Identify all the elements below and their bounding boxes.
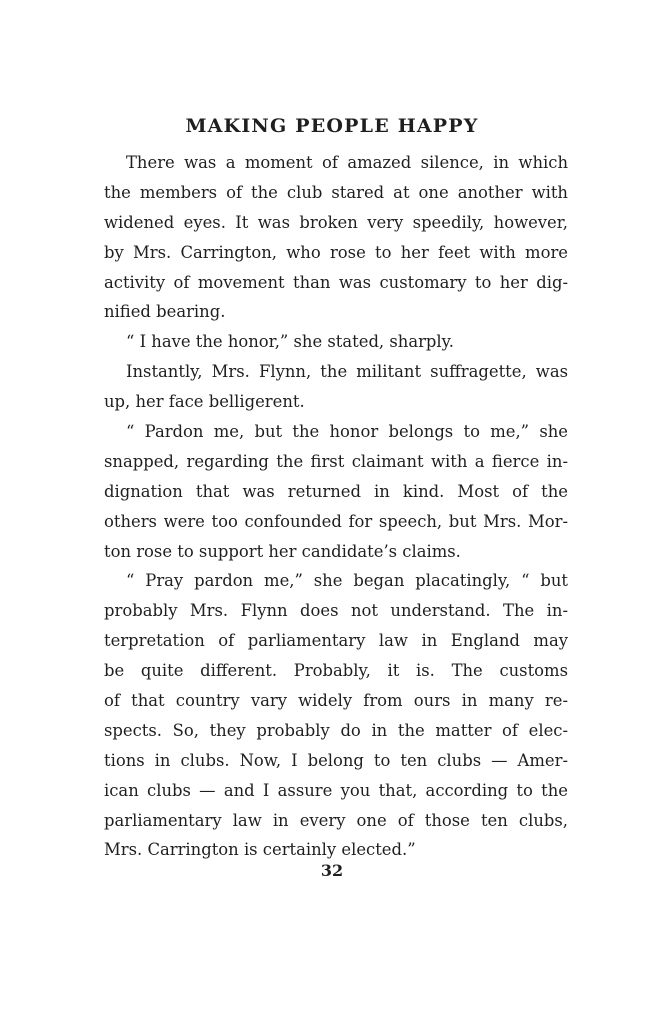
text-line: probably Mrs. Flynn does not understand. The in- <box>104 601 568 621</box>
text-line: others were too confounded for speech, but Mrs. Mor- <box>104 511 568 531</box>
text-line: up, her face belligerent. <box>104 392 305 412</box>
text-line: by Mrs. Carrington, who rose to her feet with more <box>104 242 568 262</box>
text-line: There was a moment of amazed silence, in which <box>126 153 568 172</box>
text-line: be quite different. Probably, it is. The customs <box>104 661 568 681</box>
text-line: dignation that was returned in kind. Most of the <box>104 481 568 501</box>
text-line: “ Pardon me, but the honor belongs to me,” she <box>126 422 568 442</box>
body-text <box>104 148 568 865</box>
text-line: snapped, regarding the first claimant with a fierce in- <box>104 451 568 471</box>
text-line: the members of the club stared at one another with <box>104 182 568 202</box>
text-line: Mrs. Carrington is certainly elected.” <box>104 840 416 860</box>
text-line: “ Pray pardon me,” she began placatingly, “ but <box>126 571 568 591</box>
text-line: nified bearing. <box>104 302 226 322</box>
text-line: terpretation of parliamentary law in England may <box>104 631 568 651</box>
text-line: Instantly, Mrs. Flynn, the militant suffragette, was <box>126 362 568 382</box>
text-line: “ I have the honor,” she stated, sharply. <box>126 332 454 352</box>
text-line: ton rose to support her candidate’s claims. <box>104 541 461 561</box>
text-line: tions in clubs. Now, I belong to ten clubs — Amer- <box>104 750 568 770</box>
running-head: MAKING PEOPLE HAPPY <box>185 115 479 137</box>
text-line: activity of movement than was customary to her dig- <box>104 272 568 292</box>
page-number: 32 <box>320 861 344 880</box>
text-line: ican clubs — and I assure you that, according to the <box>104 780 568 800</box>
text-line: spects. So, they probably do in the matter of elec- <box>104 720 568 740</box>
text-line: widened eyes. It was broken very speedily, however, <box>104 212 568 232</box>
text-line: of that country vary widely from ours in many re- <box>104 691 568 711</box>
text-line: parliamentary law in every one of those ten clubs, <box>104 810 568 830</box>
